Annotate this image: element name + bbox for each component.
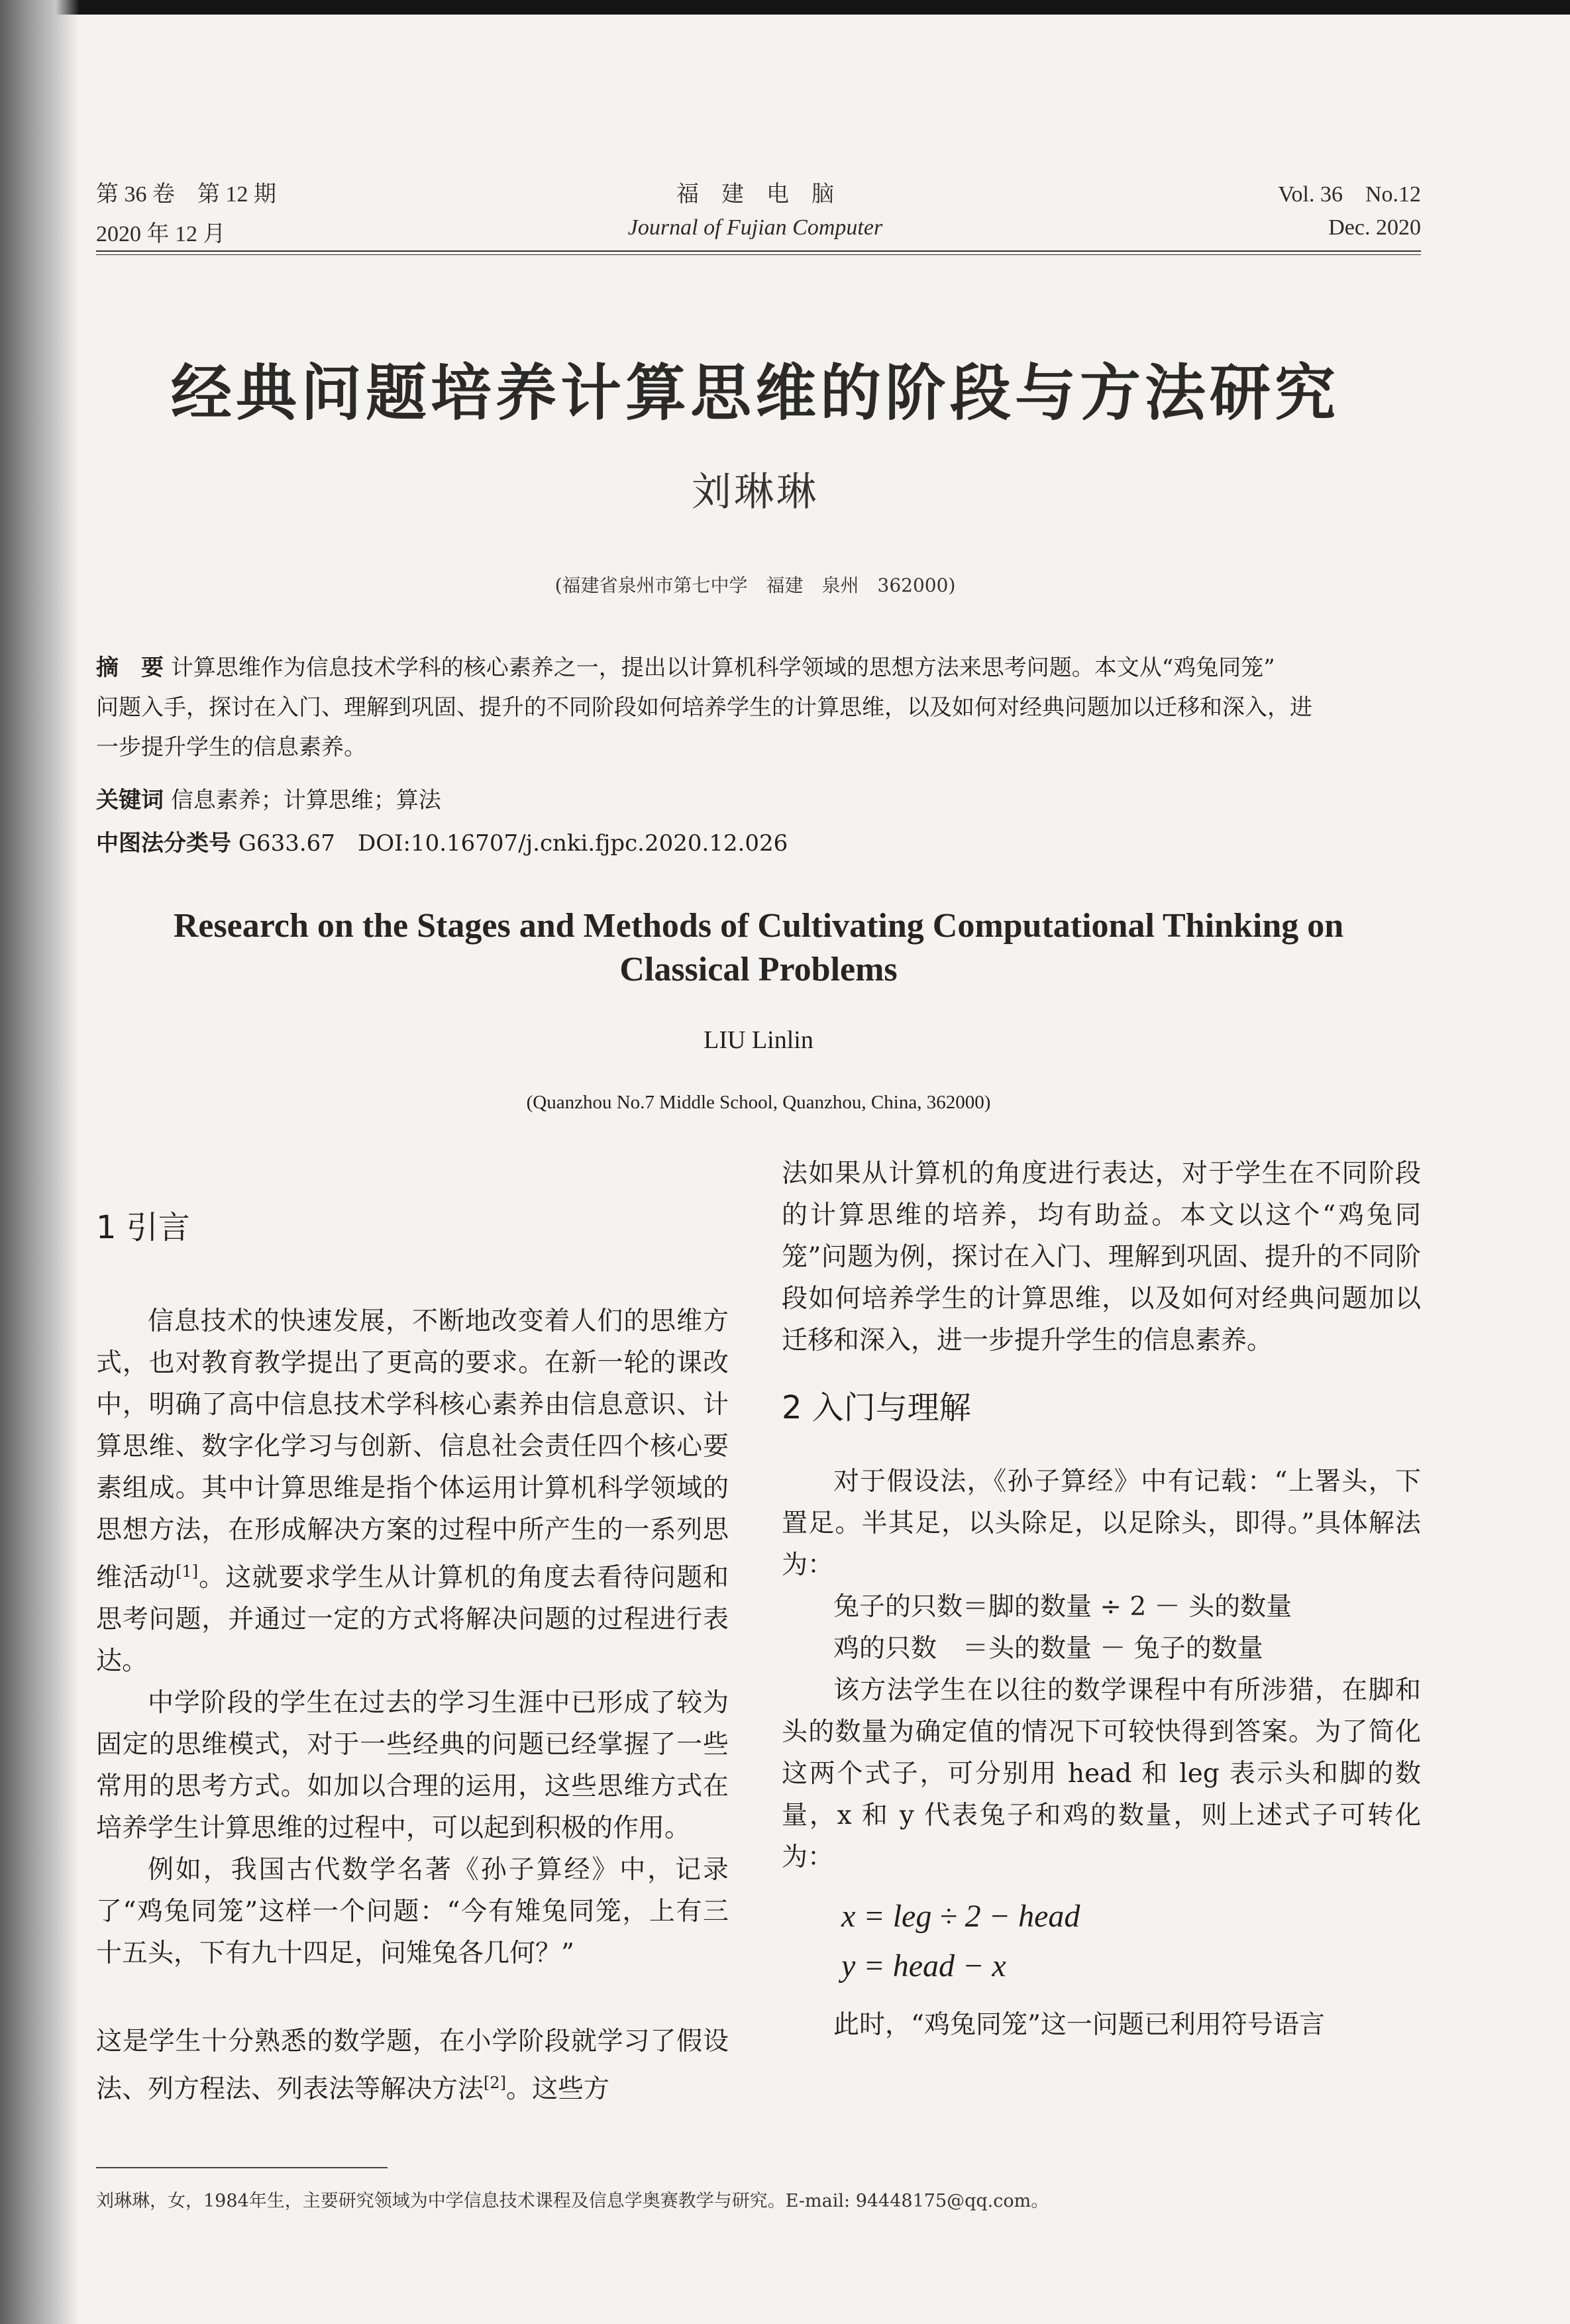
footnote-rule bbox=[96, 2167, 388, 2168]
header-vol-issue-cn: 第 36 卷 第 12 期 bbox=[96, 182, 276, 207]
scan-top-border bbox=[0, 0, 1570, 15]
classification-text: G633.67 DOI:10.16707/j.cnki.fjpc.2020.12.026 bbox=[238, 830, 788, 857]
math-formula-2: y = head − x bbox=[841, 1948, 1006, 1983]
citation: [2] bbox=[484, 2074, 507, 2092]
paragraph: 中学阶段的学生在过去的学习生涯中已形成了较为固定的思维模式，对于一些经典的问题已经掌握了一些常用的思考方式。如加以合理的运用，这些思维方式在培养学生计算思维的过程中，可以起到积极的作用。 bbox=[96, 1688, 729, 1843]
abstract-label: 摘 要 bbox=[96, 655, 164, 681]
paragraph: 对于假设法，《孙子算经》中有记载：“上署头，下置足。半其足，以头除足，以足除头，即得。”具体解法为： bbox=[782, 1467, 1421, 1580]
section-1-heading: 1 引言 bbox=[96, 1209, 190, 1246]
citation: [1] bbox=[176, 1562, 199, 1581]
classification-label: 中图法分类号 bbox=[96, 830, 231, 857]
body-left-column bbox=[96, 1209, 729, 2110]
header-vol-issue-en: Vol. 36 No.12 bbox=[1278, 182, 1421, 207]
header-journal-en: Journal of Fujian Computer bbox=[627, 215, 883, 240]
paragraph: 信息技术的快速发展，不断地改变着人们的思维方式，也对教育教学提出了更高的要求。在新一轮的课改中，明确了高中信息技术学科核心素养由信息意识、计算思维、数字化学习与创新、信息社会责任四个核心要素组成。其中计算思维是指个体运用计算机科学领域的思想方法，在形成解决方案的过程中所产生的一系列思维活动[1]。这就要求学生从计算机的角度去看待问题和思考问题，并通过一定的方式将解决问题的过程进行表达。 bbox=[96, 1306, 729, 1676]
author-name-en: LIU Linlin bbox=[704, 1026, 813, 1054]
abstract-line-3: 一步提升学生的信息素养。 bbox=[96, 734, 366, 761]
affiliation-cn: (福建省泉州市第七中学 福建 泉州 362000) bbox=[554, 574, 956, 596]
header-rule bbox=[96, 250, 1421, 252]
paragraph: 这是学生十分熟悉的数学题，在小学阶段就学习了假设法、列方程法、列表法等解决方法[2]。这些方 bbox=[96, 2027, 729, 2104]
abstract-line-2: 问题入手，探讨在入门、理解到巩固、提升的不同阶段如何培养学生的计算思维，以及如何对经典问题加以迁移和深入，进 bbox=[96, 694, 1312, 721]
keywords bbox=[96, 780, 1421, 820]
paragraph: 法如果从计算机的角度进行表达，对于学生在不同阶段的计算思维的培养，均有助益。本文以这个“鸡兔同笼”问题为例，探讨在入门、理解到巩固、提升的不同阶段如何培养学生的计算思维，以及如何对经典问题加以迁移和深入，进一步提升学生的信息素养。 bbox=[782, 1159, 1421, 1355]
author-footnote: 刘琳琳，女，1984年生，主要研究领域为中学信息技术课程及信息学奥赛教学与研究。E-mail: 94448175@qq.com。 bbox=[96, 2191, 1049, 2211]
paragraph: 例如，我国古代数学名著《孙子算经》中，记录了“鸡兔同笼”这样一个问题：“今有雉兔同笼，上有三十五头，下有九十四足，问雉兔各几何？” bbox=[96, 1855, 729, 1968]
header-rule-thin bbox=[96, 254, 1421, 255]
keywords-label: 关键词 bbox=[96, 787, 164, 814]
affiliation-en: (Quanzhou No.7 Middle School, Quanzhou, China, 362000) bbox=[526, 1092, 991, 1113]
header-date-cn: 2020 年 12 月 bbox=[96, 222, 226, 246]
header-date-en: Dec. 2020 bbox=[1328, 215, 1421, 240]
author-name-cn: 刘琳琳 bbox=[692, 469, 819, 515]
paragraph: 此时，“鸡兔同笼”这一问题已利用符号语言 bbox=[833, 2010, 1325, 2040]
abstract-line-1: 摘 要 计算思维作为信息技术学科的核心素养之一，提出以计算机科学领域的思想方法来思考问题。本文从“鸡兔同笼” bbox=[96, 655, 1275, 681]
header-journal-cn: 福 建 电 脑 bbox=[676, 182, 834, 207]
section-2-heading: 2 入门与理解 bbox=[782, 1389, 971, 1426]
paragraph: 该方法学生在以往的数学课程中有所涉猎，在脚和头的数量为确定值的情况下可较快得到答案。为了简化这两个式子，可分别用 head 和 leg 表示头和脚的数量，x 和 y 代表兔子和鸡的数量，则上述式子可转化为： bbox=[782, 1675, 1421, 1872]
equation-rabbit: 兔子的只数＝脚的数量 ÷ 2 － 头的数量 bbox=[833, 1592, 1292, 1622]
abstract bbox=[96, 648, 1421, 767]
book-spine-shadow bbox=[0, 0, 79, 2324]
equation-chicken: 鸡的只数 ＝头的数量 － 兔子的数量 bbox=[833, 1634, 1263, 1664]
math-formula-1: x = leg ÷ 2 − head bbox=[841, 1899, 1080, 1934]
paper-title-en: Research on the Stages and Methods of Cultivating Computational Thinking on Classical Problems bbox=[173, 907, 1344, 988]
paper-title-cn: 经典问题培养计算思维的阶段与方法研究 bbox=[170, 358, 1339, 429]
body-right-column bbox=[782, 1153, 1421, 2046]
classification bbox=[96, 823, 1421, 863]
keywords-text: 信息素养；计算思维；算法 bbox=[170, 787, 441, 814]
